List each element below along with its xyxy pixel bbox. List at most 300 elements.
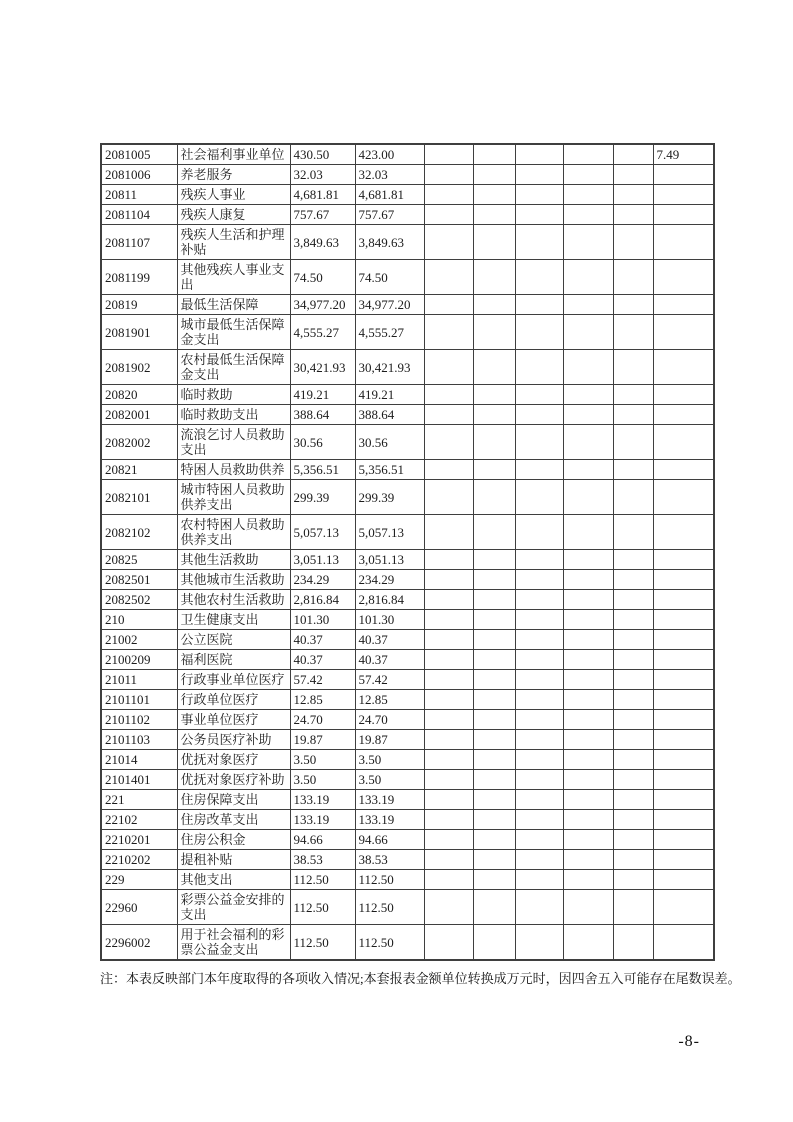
amount-cell: 4,555.27 xyxy=(355,315,424,350)
amount-cell: 112.50 xyxy=(290,890,355,925)
table-row xyxy=(101,295,714,315)
amount-cell xyxy=(473,295,515,315)
budget-code-cell: 2081005 xyxy=(101,144,177,165)
amount-cell xyxy=(613,260,653,295)
amount-cell xyxy=(424,515,473,550)
amount-cell xyxy=(473,850,515,870)
amount-cell: 40.37 xyxy=(290,630,355,650)
item-name-cell: 公立医院 xyxy=(177,630,290,650)
amount-cell xyxy=(515,890,563,925)
amount-cell xyxy=(424,260,473,295)
budget-code-cell: 21002 xyxy=(101,630,177,650)
amount-cell xyxy=(563,460,613,480)
amount-cell xyxy=(473,830,515,850)
budget-code-cell: 22102 xyxy=(101,810,177,830)
amount-cell xyxy=(653,295,714,315)
amount-cell xyxy=(563,790,613,810)
amount-cell xyxy=(424,830,473,850)
table-row xyxy=(101,925,714,961)
amount-cell xyxy=(424,460,473,480)
amount-cell xyxy=(515,515,563,550)
amount-cell xyxy=(473,710,515,730)
amount-cell xyxy=(613,385,653,405)
amount-cell: 419.21 xyxy=(290,385,355,405)
amount-cell xyxy=(653,460,714,480)
budget-code-cell: 20821 xyxy=(101,460,177,480)
amount-cell xyxy=(563,750,613,770)
amount-cell xyxy=(563,730,613,750)
amount-cell: 38.53 xyxy=(290,850,355,870)
amount-cell xyxy=(473,810,515,830)
item-name-cell: 事业单位医疗 xyxy=(177,710,290,730)
amount-cell xyxy=(424,810,473,830)
amount-cell xyxy=(424,870,473,890)
amount-cell: 32.03 xyxy=(355,165,424,185)
amount-cell xyxy=(515,925,563,961)
amount-cell xyxy=(424,730,473,750)
amount-cell xyxy=(653,385,714,405)
table-row xyxy=(101,550,714,570)
table-row xyxy=(101,590,714,610)
amount-cell xyxy=(473,590,515,610)
budget-expenditure-table xyxy=(100,143,715,961)
amount-cell xyxy=(515,710,563,730)
amount-cell xyxy=(563,405,613,425)
amount-cell xyxy=(473,350,515,385)
amount-cell xyxy=(613,710,653,730)
amount-cell xyxy=(653,750,714,770)
budget-code-cell: 2100209 xyxy=(101,650,177,670)
amount-cell xyxy=(424,750,473,770)
amount-cell: 101.30 xyxy=(290,610,355,630)
amount-cell: 19.87 xyxy=(355,730,424,750)
amount-cell: 3,051.13 xyxy=(290,550,355,570)
amount-cell xyxy=(424,690,473,710)
amount-cell: 2,816.84 xyxy=(290,590,355,610)
amount-cell: 101.30 xyxy=(355,610,424,630)
amount-cell xyxy=(563,550,613,570)
amount-cell xyxy=(424,405,473,425)
budget-code-cell: 21014 xyxy=(101,750,177,770)
item-name-cell: 临时救助支出 xyxy=(177,405,290,425)
amount-cell xyxy=(515,165,563,185)
amount-cell xyxy=(424,185,473,205)
amount-cell xyxy=(473,610,515,630)
amount-cell: 112.50 xyxy=(290,925,355,961)
amount-cell xyxy=(653,405,714,425)
table-row xyxy=(101,730,714,750)
amount-cell: 423.00 xyxy=(355,144,424,165)
amount-cell xyxy=(613,630,653,650)
amount-cell xyxy=(653,650,714,670)
amount-cell xyxy=(563,870,613,890)
amount-cell xyxy=(653,770,714,790)
amount-cell: 34,977.20 xyxy=(355,295,424,315)
item-name-cell: 城市特困人员救助供养支出 xyxy=(177,480,290,515)
table-row xyxy=(101,630,714,650)
amount-cell: 30,421.93 xyxy=(355,350,424,385)
amount-cell xyxy=(653,425,714,460)
amount-cell: 388.64 xyxy=(290,405,355,425)
amount-cell xyxy=(424,790,473,810)
amount-cell xyxy=(424,670,473,690)
amount-cell: 30,421.93 xyxy=(290,350,355,385)
item-name-cell: 优抚对象医疗 xyxy=(177,750,290,770)
amount-cell xyxy=(653,550,714,570)
amount-cell xyxy=(613,515,653,550)
amount-cell xyxy=(515,385,563,405)
item-name-cell: 优抚对象医疗补助 xyxy=(177,770,290,790)
amount-cell xyxy=(563,770,613,790)
amount-cell: 40.37 xyxy=(355,650,424,670)
amount-cell: 299.39 xyxy=(290,480,355,515)
amount-cell xyxy=(563,385,613,405)
amount-cell xyxy=(563,630,613,650)
amount-cell xyxy=(515,225,563,260)
budget-code-cell: 2082502 xyxy=(101,590,177,610)
amount-cell xyxy=(653,185,714,205)
amount-cell: 57.42 xyxy=(355,670,424,690)
amount-cell xyxy=(653,710,714,730)
amount-cell: 30.56 xyxy=(290,425,355,460)
amount-cell xyxy=(613,730,653,750)
amount-cell xyxy=(515,480,563,515)
budget-code-cell: 2210202 xyxy=(101,850,177,870)
amount-cell xyxy=(515,550,563,570)
budget-code-cell: 2081006 xyxy=(101,165,177,185)
amount-cell xyxy=(563,185,613,205)
item-name-cell: 流浪乞讨人员救助支出 xyxy=(177,425,290,460)
amount-cell: 40.37 xyxy=(290,650,355,670)
amount-cell: 57.42 xyxy=(290,670,355,690)
amount-cell xyxy=(424,205,473,225)
amount-cell xyxy=(473,550,515,570)
amount-cell xyxy=(473,515,515,550)
amount-cell: 757.67 xyxy=(355,205,424,225)
budget-code-cell: 2296002 xyxy=(101,925,177,961)
amount-cell xyxy=(424,770,473,790)
amount-cell xyxy=(563,710,613,730)
amount-cell xyxy=(424,425,473,460)
table-footnote: 注：本表反映部门本年度取得的各项收入情况;本套报表金额单位转换成万元时，因四舍五入可能存在尾数误差。 xyxy=(100,971,741,986)
amount-cell xyxy=(473,165,515,185)
table-row xyxy=(101,515,714,550)
amount-cell xyxy=(473,405,515,425)
amount-cell xyxy=(424,630,473,650)
amount-cell xyxy=(613,315,653,350)
amount-cell xyxy=(424,315,473,350)
item-name-cell: 养老服务 xyxy=(177,165,290,185)
amount-cell xyxy=(653,205,714,225)
amount-cell xyxy=(613,790,653,810)
budget-code-cell: 20820 xyxy=(101,385,177,405)
amount-cell: 133.19 xyxy=(355,790,424,810)
budget-code-cell: 2101103 xyxy=(101,730,177,750)
table-row xyxy=(101,385,714,405)
budget-code-cell: 2101401 xyxy=(101,770,177,790)
amount-cell xyxy=(613,590,653,610)
amount-cell xyxy=(424,850,473,870)
table-row xyxy=(101,690,714,710)
amount-cell xyxy=(563,315,613,350)
amount-cell xyxy=(613,350,653,385)
item-name-cell: 用于社会福利的彩票公益金支出 xyxy=(177,925,290,961)
amount-cell xyxy=(473,870,515,890)
amount-cell xyxy=(515,295,563,315)
table-row xyxy=(101,750,714,770)
amount-cell xyxy=(613,480,653,515)
item-name-cell: 其他城市生活救助 xyxy=(177,570,290,590)
item-name-cell: 行政单位医疗 xyxy=(177,690,290,710)
amount-cell xyxy=(613,650,653,670)
table-row xyxy=(101,260,714,295)
amount-cell xyxy=(473,385,515,405)
amount-cell: 419.21 xyxy=(355,385,424,405)
amount-cell xyxy=(563,515,613,550)
amount-cell xyxy=(424,295,473,315)
amount-cell: 34,977.20 xyxy=(290,295,355,315)
amount-cell xyxy=(515,260,563,295)
amount-cell xyxy=(563,260,613,295)
table-row xyxy=(101,710,714,730)
table-row xyxy=(101,650,714,670)
amount-cell: 74.50 xyxy=(290,260,355,295)
amount-cell: 40.37 xyxy=(355,630,424,650)
amount-cell xyxy=(473,144,515,165)
amount-cell: 3,849.63 xyxy=(355,225,424,260)
budget-code-cell: 2081104 xyxy=(101,205,177,225)
budget-code-cell: 221 xyxy=(101,790,177,810)
amount-cell xyxy=(653,480,714,515)
amount-cell xyxy=(563,850,613,870)
table-row xyxy=(101,315,714,350)
amount-cell xyxy=(424,165,473,185)
item-name-cell: 其他残疾人事业支出 xyxy=(177,260,290,295)
amount-cell xyxy=(563,890,613,925)
item-name-cell: 公务员医疗补助 xyxy=(177,730,290,750)
amount-cell xyxy=(613,770,653,790)
amount-cell xyxy=(424,650,473,670)
amount-cell xyxy=(613,550,653,570)
item-name-cell: 最低生活保障 xyxy=(177,295,290,315)
amount-cell: 38.53 xyxy=(355,850,424,870)
amount-cell: 4,681.81 xyxy=(355,185,424,205)
table-row xyxy=(101,144,714,165)
amount-cell xyxy=(515,460,563,480)
amount-cell: 430.50 xyxy=(290,144,355,165)
amount-cell xyxy=(515,425,563,460)
amount-cell: 3,051.13 xyxy=(355,550,424,570)
item-name-cell: 住房改革支出 xyxy=(177,810,290,830)
amount-cell xyxy=(613,750,653,770)
amount-cell xyxy=(515,670,563,690)
amount-cell xyxy=(515,730,563,750)
item-name-cell: 残疾人事业 xyxy=(177,185,290,205)
item-name-cell: 其他农村生活救助 xyxy=(177,590,290,610)
item-name-cell: 临时救助 xyxy=(177,385,290,405)
amount-cell: 19.87 xyxy=(290,730,355,750)
budget-code-cell: 2082501 xyxy=(101,570,177,590)
amount-cell xyxy=(653,610,714,630)
budget-code-cell: 2081902 xyxy=(101,350,177,385)
amount-cell: 12.85 xyxy=(290,690,355,710)
amount-cell xyxy=(653,810,714,830)
amount-cell xyxy=(613,425,653,460)
amount-cell xyxy=(515,610,563,630)
amount-cell xyxy=(613,670,653,690)
amount-cell xyxy=(563,925,613,961)
table-row xyxy=(101,205,714,225)
amount-cell xyxy=(653,790,714,810)
table-row xyxy=(101,460,714,480)
amount-cell: 234.29 xyxy=(290,570,355,590)
amount-cell xyxy=(515,790,563,810)
amount-cell xyxy=(424,550,473,570)
amount-cell xyxy=(515,870,563,890)
amount-cell xyxy=(515,750,563,770)
budget-code-cell: 229 xyxy=(101,870,177,890)
amount-cell xyxy=(473,925,515,961)
budget-code-cell: 2081901 xyxy=(101,315,177,350)
amount-cell xyxy=(653,165,714,185)
amount-cell: 5,057.13 xyxy=(355,515,424,550)
item-name-cell: 残疾人康复 xyxy=(177,205,290,225)
amount-cell xyxy=(515,205,563,225)
amount-cell xyxy=(653,515,714,550)
table-row xyxy=(101,225,714,260)
amount-cell: 94.66 xyxy=(355,830,424,850)
amount-cell xyxy=(515,850,563,870)
budget-code-cell: 20811 xyxy=(101,185,177,205)
amount-cell xyxy=(473,225,515,260)
amount-cell xyxy=(515,144,563,165)
amount-cell xyxy=(653,925,714,961)
table-row xyxy=(101,870,714,890)
item-name-cell: 农村特困人员救助供养支出 xyxy=(177,515,290,550)
amount-cell xyxy=(613,610,653,630)
budget-code-cell: 2101101 xyxy=(101,690,177,710)
amount-cell xyxy=(563,350,613,385)
item-name-cell: 福利医院 xyxy=(177,650,290,670)
amount-cell xyxy=(613,690,653,710)
amount-cell xyxy=(563,425,613,460)
item-name-cell: 残疾人生活和护理补贴 xyxy=(177,225,290,260)
amount-cell xyxy=(515,630,563,650)
item-name-cell: 卫生健康支出 xyxy=(177,610,290,630)
table-row xyxy=(101,850,714,870)
amount-cell xyxy=(424,350,473,385)
amount-cell: 299.39 xyxy=(355,480,424,515)
amount-cell: 3.50 xyxy=(355,770,424,790)
amount-cell xyxy=(653,670,714,690)
amount-cell xyxy=(613,570,653,590)
table-row xyxy=(101,810,714,830)
item-name-cell: 住房保障支出 xyxy=(177,790,290,810)
amount-cell xyxy=(515,315,563,350)
amount-cell: 3,849.63 xyxy=(290,225,355,260)
amount-cell xyxy=(613,185,653,205)
amount-cell xyxy=(424,480,473,515)
amount-cell: 5,356.51 xyxy=(290,460,355,480)
amount-cell xyxy=(424,610,473,630)
item-name-cell: 其他生活救助 xyxy=(177,550,290,570)
amount-cell xyxy=(424,890,473,925)
amount-cell: 3.50 xyxy=(290,750,355,770)
amount-cell xyxy=(613,205,653,225)
amount-cell xyxy=(613,830,653,850)
amount-cell xyxy=(515,830,563,850)
page-number: -8- xyxy=(678,1033,700,1050)
amount-cell xyxy=(515,650,563,670)
amount-cell: 757.67 xyxy=(290,205,355,225)
amount-cell xyxy=(653,570,714,590)
amount-cell xyxy=(424,144,473,165)
budget-code-cell: 2082001 xyxy=(101,405,177,425)
item-name-cell: 住房公积金 xyxy=(177,830,290,850)
budget-code-cell: 20819 xyxy=(101,295,177,315)
amount-cell xyxy=(653,590,714,610)
amount-cell xyxy=(613,405,653,425)
item-name-cell: 其他支出 xyxy=(177,870,290,890)
item-name-cell: 特困人员救助供养 xyxy=(177,460,290,480)
amount-cell xyxy=(473,670,515,690)
item-name-cell: 城市最低生活保障金支出 xyxy=(177,315,290,350)
budget-code-cell: 21011 xyxy=(101,670,177,690)
table-row xyxy=(101,165,714,185)
table-row xyxy=(101,610,714,630)
amount-cell xyxy=(473,425,515,460)
amount-cell xyxy=(563,295,613,315)
amount-cell: 112.50 xyxy=(355,890,424,925)
amount-cell: 133.19 xyxy=(290,790,355,810)
budget-code-cell: 2101102 xyxy=(101,710,177,730)
amount-cell: 133.19 xyxy=(290,810,355,830)
table-row xyxy=(101,405,714,425)
amount-cell xyxy=(563,144,613,165)
amount-cell: 234.29 xyxy=(355,570,424,590)
budget-code-cell: 2081107 xyxy=(101,225,177,260)
amount-cell xyxy=(563,165,613,185)
amount-cell xyxy=(653,350,714,385)
budget-code-cell: 2082102 xyxy=(101,515,177,550)
amount-cell xyxy=(653,830,714,850)
amount-cell xyxy=(473,890,515,925)
amount-cell xyxy=(424,590,473,610)
amount-cell xyxy=(563,650,613,670)
amount-cell: 388.64 xyxy=(355,405,424,425)
amount-cell: 112.50 xyxy=(355,925,424,961)
amount-cell xyxy=(653,730,714,750)
amount-cell xyxy=(515,590,563,610)
budget-table-body xyxy=(101,144,714,960)
amount-cell xyxy=(473,570,515,590)
table-row xyxy=(101,185,714,205)
budget-code-cell: 210 xyxy=(101,610,177,630)
amount-cell xyxy=(515,570,563,590)
amount-cell xyxy=(473,730,515,750)
amount-cell xyxy=(563,610,613,630)
amount-cell xyxy=(563,830,613,850)
budget-code-cell: 20825 xyxy=(101,550,177,570)
table-row xyxy=(101,425,714,460)
amount-cell: 133.19 xyxy=(355,810,424,830)
amount-cell xyxy=(473,770,515,790)
amount-cell xyxy=(473,750,515,770)
amount-cell xyxy=(613,460,653,480)
amount-cell xyxy=(424,385,473,405)
amount-cell xyxy=(473,790,515,810)
amount-cell xyxy=(653,315,714,350)
